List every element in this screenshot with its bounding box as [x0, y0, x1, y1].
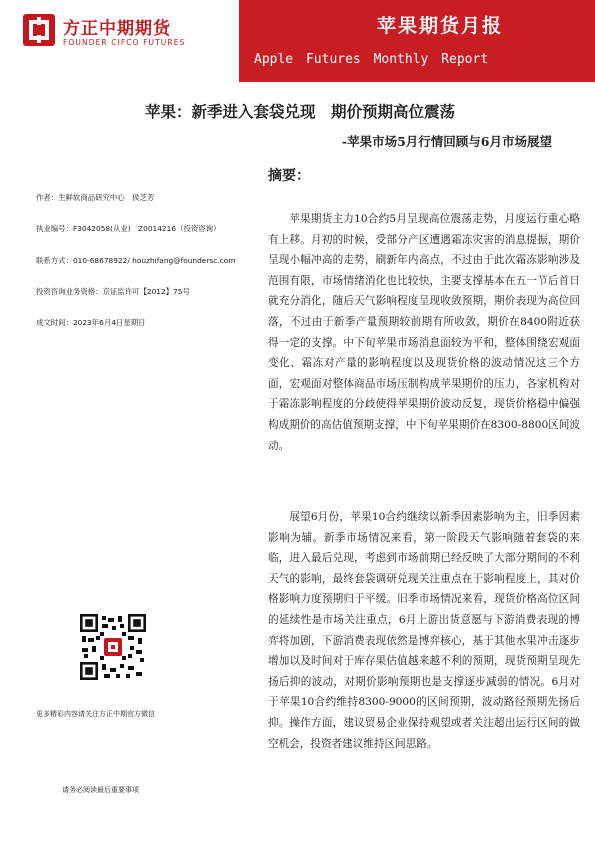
- qualification-line: 投资咨询业务资格：京证监许可【2012】75号: [36, 287, 190, 296]
- summary-paragraph-2: [268, 507, 580, 754]
- paragraph-text: 苹果期货主力10合约5月呈现高位震荡走势，月度运行重心略有上移。月初的时候，受部分产区遭遇霜冻灾害的消息提振，期价呈现小幅冲高的走势，刷新年内高点，不过由于此次霜冻影响涉及范围有限，市场情绪消化也比较快，主要支撑基本在五一节后首日就充分消化，随后天气影响程度呈现收敛预期，期价表现为高位回落，不过由于新季产量预期较前期有所收敛，期价在8400附近获得一定的支撑。中下旬苹果市场消息面较为平和，整体围绕宏观面变化、霜冻对产量的影响程度以及现货价格的波动情况这三个方面，宏观面对整体商品市场压制构成苹果期价的压力，各家机构对于霜冻影响程度的分歧使得苹果期价波动反复，现货价格稳中偏强构成期价的高估值预期支撑，中下旬苹果期价在8300-8800区间波动。: [268, 213, 580, 452]
- logo-chinese-name: 方正中期期货: [63, 19, 171, 39]
- disclaimer-note: 请务必阅读最后重要事项: [62, 786, 139, 794]
- qr-caption: 更多精彩内容请关注方正中期官方微信: [36, 710, 155, 718]
- contact-line: 联系方式：010-68678922/ houzhifang@foundersc.com: [36, 256, 236, 265]
- logo-english-name: FOUNDER CIFCO FUTURES: [63, 38, 186, 47]
- summary-heading: 摘要：: [268, 168, 310, 184]
- license-line: 执业编号：F3042058(从业) Z0014216（投资咨询）: [36, 224, 221, 233]
- article-title: 苹果：新季进入套袋兑现 期价预期高位震荡: [144, 102, 455, 121]
- founder-logo-icon: [22, 13, 56, 47]
- paragraph-text: 展望6月份，苹果10合约继续以新季因素影响为主，旧季因素影响为辅。新季市场情况来看，第一阶段天气影响随着套袋的来临，进入最后兑现，考虑到市场前期已经反映了大部分期间的不利天气的影响，最终套袋调研兑现关注重点在于影响程度上，其对价格影响力度预期归于平缓。旧季市场情况来看，现货价格高位区间的延续性是市场关注重点，6月上游出货意愿与下游消费表现的博弈将加剧，下游消费表现依然是博弈核心，基于其他水果冲击逐步增加以及时间对于库存果估值越来越不利的预期，现货预期呈现先扬后抑的波动，对期价影响预期也是支撑逐步减弱的情况。6月对于苹果10合约维持8300-9000的区间预期，波动路径预期先扬后抑。操作方面，建议贸易企业保持观望或者关注超出运行区间的做空机会，投资者建议维持区间思路。: [268, 511, 580, 750]
- report-english-title: Apple Futures Monthly Report: [254, 52, 489, 67]
- summary-paragraph-1: [268, 209, 580, 456]
- author-line: 作者：生鲜软商品研究中心 侯芝芳: [36, 193, 155, 202]
- article-subtitle: -苹果市场5月行情回顾与6月市场展望: [341, 134, 552, 149]
- report-header: [0, 0, 595, 82]
- report-title: 苹果期货月报: [376, 15, 503, 37]
- wechat-qr-code-icon: [80, 614, 146, 680]
- date-line: 成文时间：2023年6月4日星期日: [36, 318, 146, 327]
